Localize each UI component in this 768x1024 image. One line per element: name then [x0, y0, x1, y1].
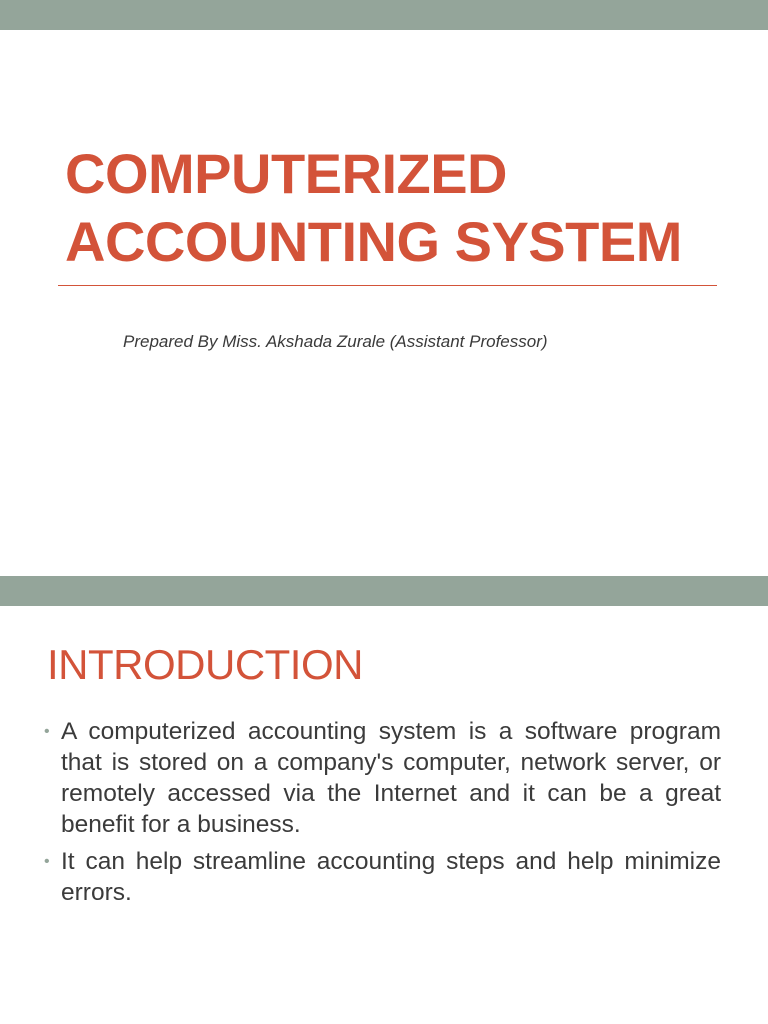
bullet-item [44, 716, 721, 840]
top-band [0, 0, 768, 30]
top-band [0, 576, 768, 606]
title-line: ACCOUNTING SYSTEM [65, 210, 682, 273]
bullet-list [44, 716, 721, 914]
bullet-text: It can help streamline accounting steps and help minimize errors. [61, 848, 721, 906]
title-divider [58, 285, 717, 286]
bullet-marker-icon: • [44, 853, 50, 870]
slide-heading: INTRODUCTION [47, 641, 363, 688]
introduction-slide [0, 576, 768, 1024]
slide-title [65, 140, 745, 276]
bullet-text: A computerized accounting system is a software program that is stored on a company's computer, network server, or remotely accessed via the Internet and it can be a great benefit for a business. [61, 718, 721, 838]
slide-subtitle: Prepared By Miss. Akshada Zurale (Assistant Professor) [123, 332, 548, 351]
title-line: COMPUTERIZED [65, 142, 507, 205]
bullet-item [44, 846, 721, 908]
bullet-marker-icon: • [44, 723, 50, 740]
